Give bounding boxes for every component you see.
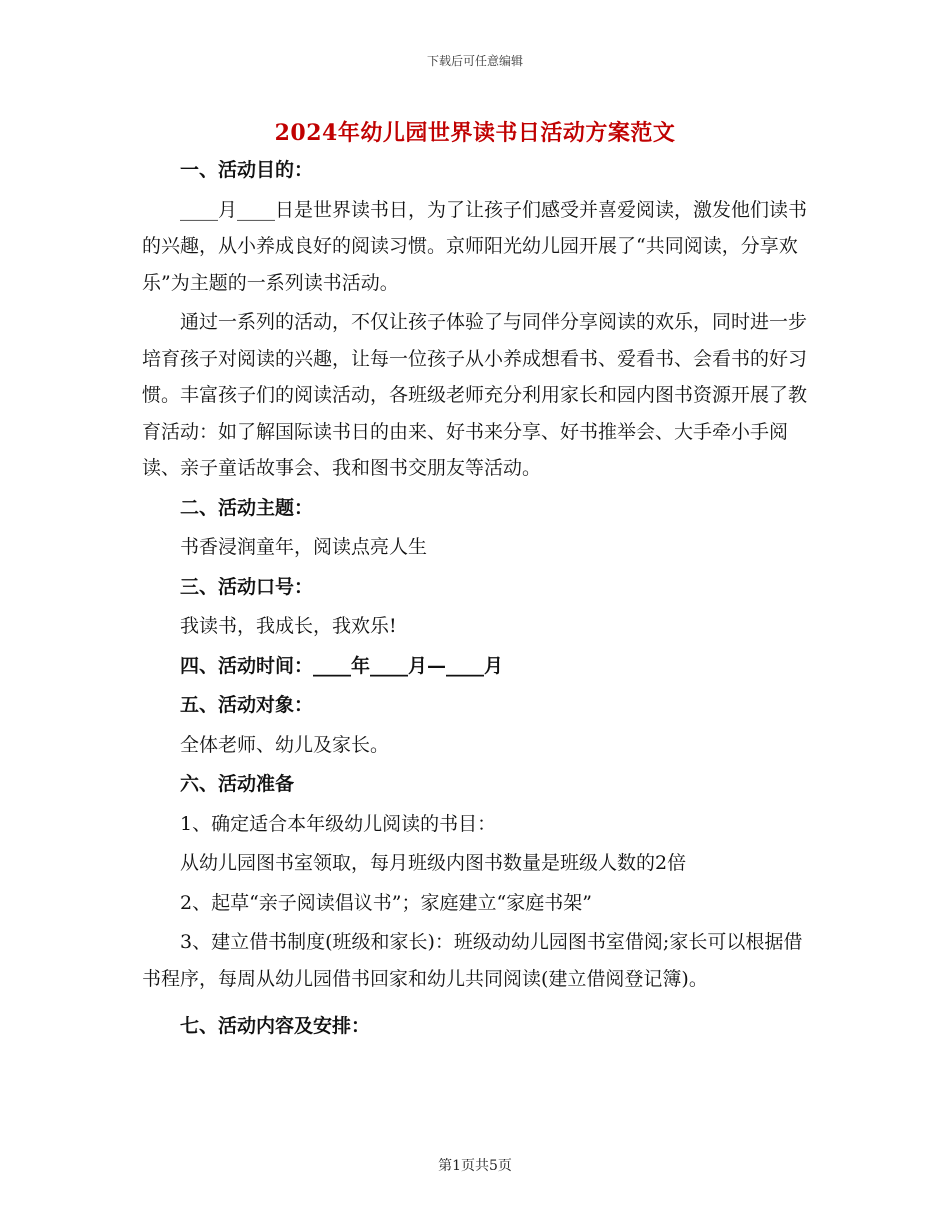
audience-text: 全体老师、幼儿及家长。 xyxy=(180,733,390,756)
preparation-item-1: 1、确定适合本年级幼儿阅读的书目： xyxy=(180,812,497,835)
slogan-text: 我读书，我成长，我欢乐! xyxy=(180,615,397,637)
section-heading-theme: 二、活动主题： xyxy=(180,496,314,519)
section-heading-content: 七、活动内容及安排： xyxy=(180,1015,371,1037)
preparation-item-1-detail: 从幼儿园图书室领取，每月班级内图书数量是班级人数的2倍 xyxy=(180,852,687,874)
preparation-item-3: 3、建立借书制度(班级和家长)：班级动幼儿园图书室借阅;家长可以根据借书程序，每周从幼儿园借书回家和幼儿共同阅读(建立借阅登记簿)。 xyxy=(142,931,803,990)
document-title: 2024年幼儿园世界读书日活动方案范文 xyxy=(274,120,676,146)
section-heading-time: 四、活动时间：____年____月—____月 xyxy=(180,654,504,677)
header-note: 下载后可任意编辑 xyxy=(426,54,523,68)
section-heading-purpose: 一、活动目的： xyxy=(180,159,314,181)
page-footer: 第1页共5页 xyxy=(438,1158,512,1174)
paragraph-purpose-2: 通过一系列的活动，不仅让孩子体验了与同伴分享阅读的欢乐，同时进一步培育孩子对阅读的兴趣，让每一位孩子从小养成想看书、爱看书、会看书的好习惯。丰富孩子们的阅读活动，各班级老师充分利用家长和园内图书资源开展了教育活动：如了解国际读书日的由来、好书来分享、好书推举会、大手牵小手阅读、亲子童话故事会、我和图书交朋友等活动。 xyxy=(142,311,808,479)
theme-text: 书香浸润童年，阅读点亮人生 xyxy=(180,536,428,558)
section-heading-preparation: 六、活动准备 xyxy=(180,773,295,795)
document-body xyxy=(142,152,810,1048)
paragraph-purpose-1: ____月____日是世界读书日，为了让孩子们感受并喜爱阅读，激发他们读书的兴趣，从小养成良好的阅读习惯。京师阳光幼儿园开展了“共同阅读，分享欢乐”为主题的一系列读书活动。 xyxy=(142,198,808,294)
preparation-item-2: 2、起草“亲子阅读倡议书”；家庭建立“家庭书架” xyxy=(180,891,592,914)
section-heading-slogan: 三、活动口号： xyxy=(180,575,314,598)
section-heading-audience: 五、活动对象： xyxy=(180,694,314,716)
